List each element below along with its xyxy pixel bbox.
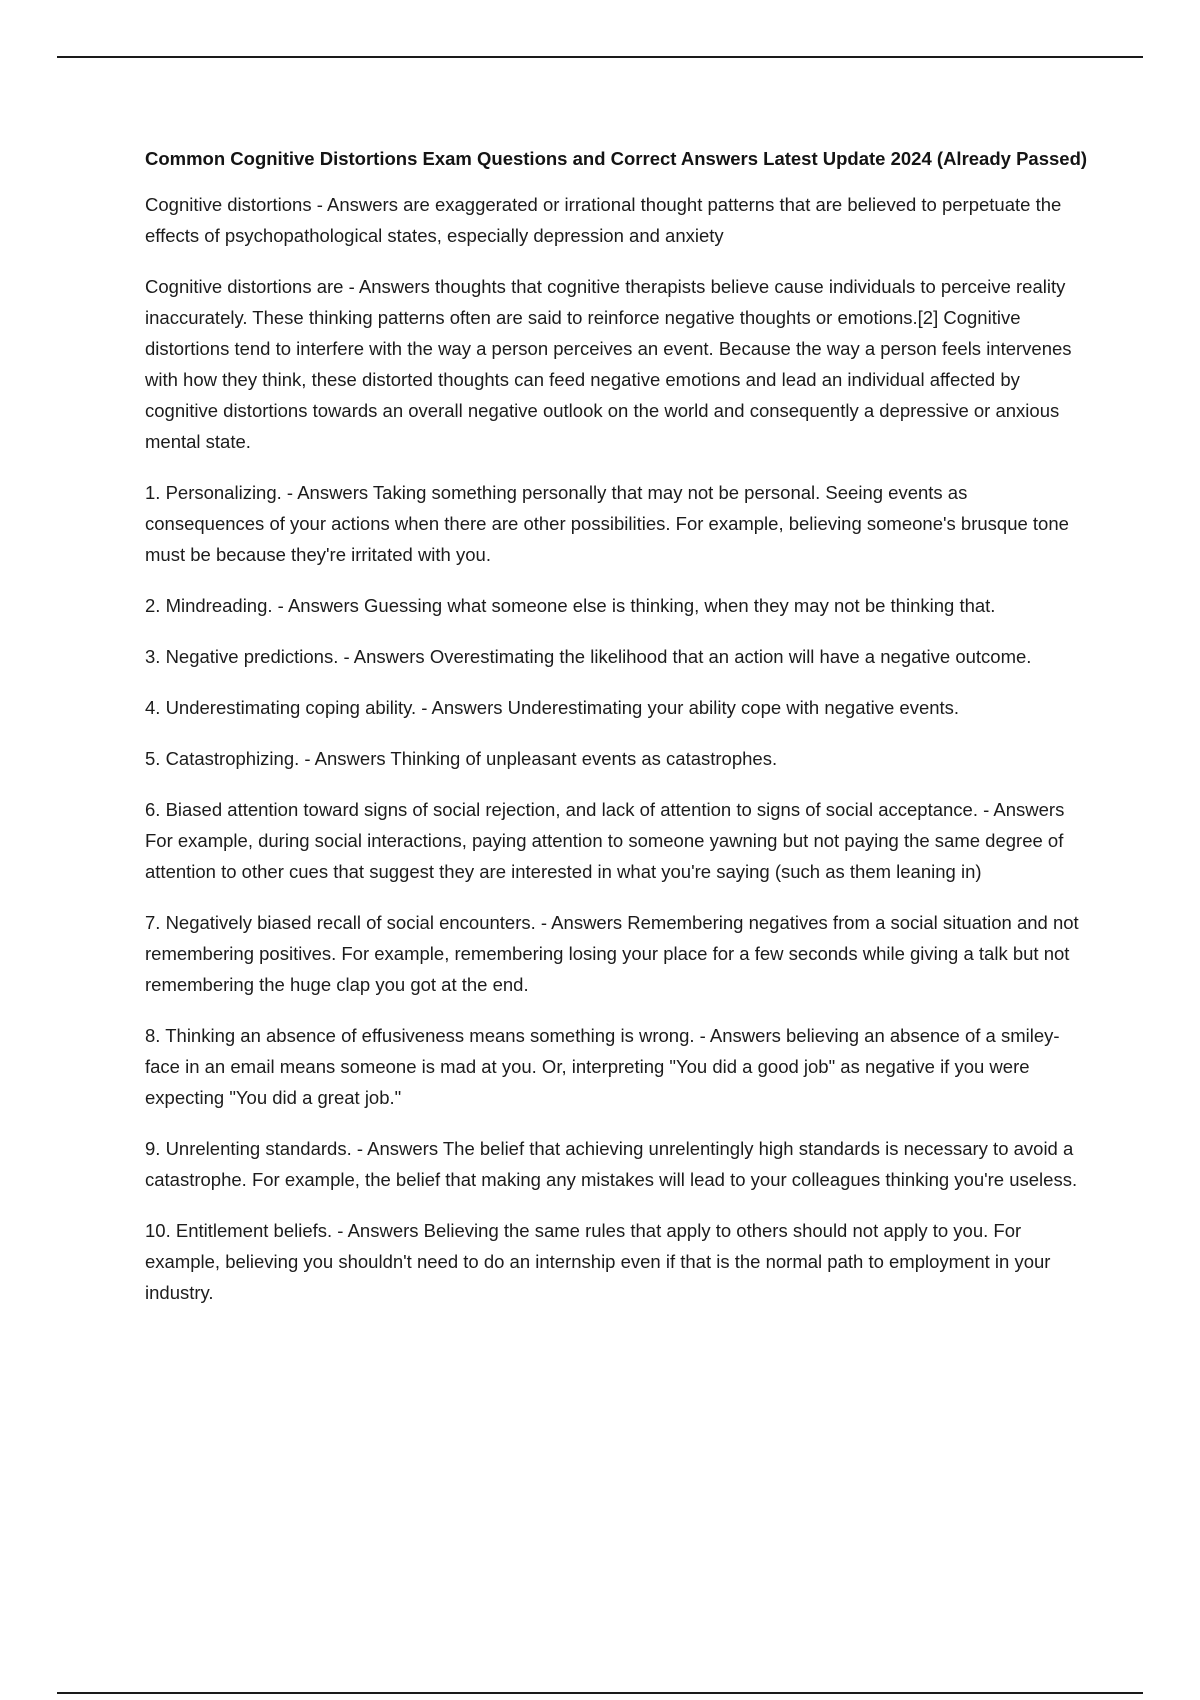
list-item: 9. Unrelenting standards. - Answers The belief that achieving unrelentingly high standards is necessary to avoid a catastrophe. For example, the belief that making any mistakes will lead to your colleagues thinking you're useless. bbox=[145, 1138, 1078, 1190]
list-item: 8. Thinking an absence of effusiveness means something is wrong. - Answers believing an absence of a smiley-face in an email means someone is mad at you. Or, interpreting "You did a good job" as negative if you were expecting "You did a great job." bbox=[145, 1025, 1060, 1108]
paragraph-description: Cognitive distortions are - Answers thoughts that cognitive therapists believe cause individuals to perceive reality inaccurately. These thinking patterns often are said to reinforce negative thoughts or emotions.[2] Cognitive distortions tend to interfere with the way a person perceives an event. Because the way a person feels intervenes with how they think, these distorted thoughts can feed negative emotions and lead an individual affected by cognitive distortions towards an overall negative outlook on the world and consequently a depressive or anxious mental state. bbox=[145, 276, 1072, 452]
list-item: 3. Negative predictions. - Answers Overestimating the likelihood that an action will have a negative outcome. bbox=[145, 646, 1032, 667]
list-item: 6. Biased attention toward signs of social rejection, and lack of attention to signs of social acceptance. - Answers For example, during social interactions, paying attention to someone yawning but not paying the same degree of attention to other cues that suggest they are interested in what you're saying (such as them leaning in) bbox=[145, 799, 1065, 882]
list-item: 5. Catastrophizing. - Answers Thinking of unpleasant events as catastrophes. bbox=[145, 748, 778, 769]
list-item: 2. Mindreading. - Answers Guessing what someone else is thinking, when they may not be thinking that. bbox=[145, 595, 996, 616]
header-rule bbox=[57, 56, 1143, 58]
list-item: 1. Personalizing. - Answers Taking something personally that may not be personal. Seeing events as consequences of your actions when there are other possibilities. For example, believing someone's brusque tone must be because they're irritated with you. bbox=[145, 482, 1069, 565]
footer-rule bbox=[57, 1692, 1143, 1694]
paragraph-definition: Cognitive distortions - Answers are exaggerated or irrational thought patterns that are believed to perpetuate the effects of psychopathological states, especially depression and anxiety bbox=[145, 194, 1062, 246]
document-title: Common Cognitive Distortions Exam Questions and Correct Answers Latest Update 2024 (Already Passed) bbox=[145, 148, 1088, 169]
list-item: 10. Entitlement beliefs. - Answers Believing the same rules that apply to others should not apply to you. For example, believing you shouldn't need to do an internship even if that is the normal path to employment in your industry. bbox=[145, 1220, 1051, 1303]
document-body bbox=[145, 143, 1090, 1328]
list-item: 7. Negatively biased recall of social encounters. - Answers Remembering negatives from a social situation and not remembering positives. For example, remembering losing your place for a few seconds while giving a talk but not remembering the huge clap you got at the end. bbox=[145, 912, 1079, 995]
list-item: 4. Underestimating coping ability. - Answers Underestimating your ability cope with negative events. bbox=[145, 697, 960, 718]
